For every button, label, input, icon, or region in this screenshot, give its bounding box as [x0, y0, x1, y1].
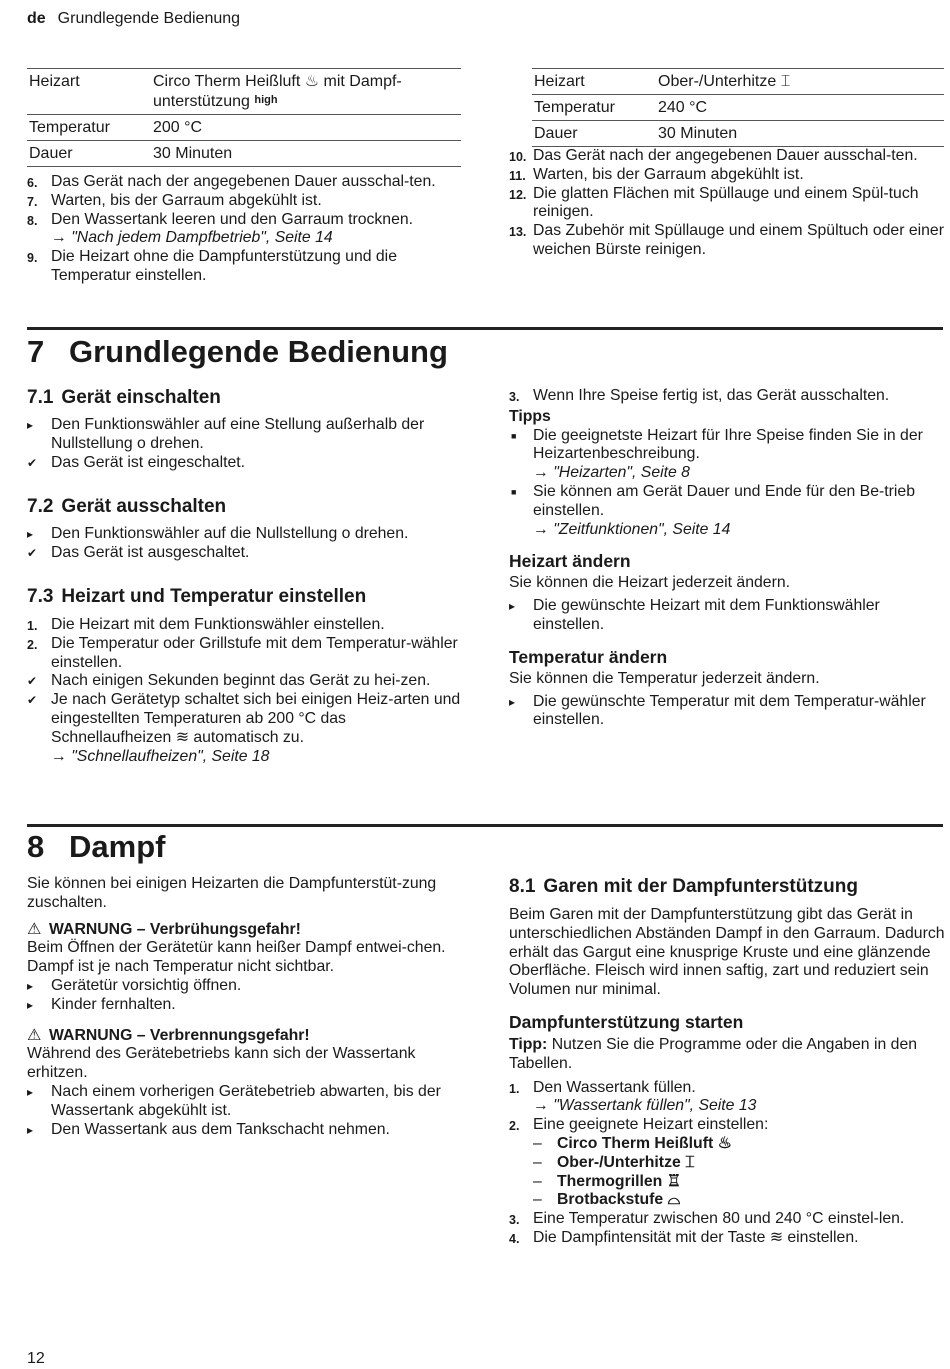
list-item: 1. Den Wassertank füllen. → "Wassertank füllen", Seite 13 — [509, 1079, 945, 1117]
settings-table-right — [532, 68, 944, 147]
list-item: ▸ Die gewünschte Temperatur mit dem Temperatur-wähler einstellen. — [509, 693, 945, 731]
steps-list-top-right — [509, 147, 945, 260]
tips-list — [509, 427, 945, 540]
high-label: high — [254, 94, 278, 106]
list-item: ▸ Den Funktionswähler auf eine Stellung außerhalb der Nullstellung o drehen. — [27, 416, 463, 454]
list-item: ▸ Nach einem vorherigen Gerätebetrieb abwarten, bis der Wassertank abgekühlt ist. — [27, 1083, 463, 1121]
chapter-7-title: 7 Grundlegende Bedienung — [27, 334, 448, 369]
heizart-options — [533, 1135, 945, 1210]
heizart-aendern-title: Heizart ändern — [509, 551, 631, 572]
section-7-3-steps — [27, 616, 463, 672]
table-row — [532, 69, 944, 95]
list-item: 3. Eine Temperatur zwischen 80 und 240 °C einstel-len. — [509, 1210, 905, 1228]
warning-icon: ⚠ — [27, 920, 42, 938]
dampf-start-steps — [509, 1079, 945, 1248]
list-item: – Circo Therm Heißluft ♨ — [533, 1135, 945, 1154]
temperatur-aendern-title: Temperatur ändern — [509, 646, 668, 667]
list-item: ✔ Nach einigen Sekunden beginnt das Gerät zu hei-zen. — [27, 672, 463, 691]
list-item: 11. Warten, bis der Garraum abgekühlt ist. — [509, 165, 804, 183]
table-key: Temperatur — [532, 95, 656, 121]
table-key: Dauer — [532, 121, 656, 147]
page-number: 12 — [27, 1350, 45, 1367]
table-key: Heizart — [532, 69, 656, 95]
list-item: – Ober-/Unterhitze ⌶ — [533, 1154, 945, 1173]
list-item: ■ Die geeignetste Heizart für Ihre Speise finden Sie in der Heizartenbeschreibung. → "Heizarten", Seite 8 — [509, 427, 945, 483]
table-row — [532, 95, 944, 121]
table-value: 240 °C — [656, 95, 944, 121]
warning-icon: ⚠ — [27, 1026, 42, 1044]
list-item: 7. Warten, bis der Garraum abgekühlt ist. — [27, 191, 322, 209]
header-title: Grundlegende Bedienung — [57, 10, 241, 27]
list-item: – Brotbackstufe ⌓ — [533, 1191, 945, 1210]
list-item: 8. Den Wassertank leeren und den Garraum trocknen. → "Nach jedem Dampfbetrieb", Seite 14 — [27, 211, 463, 249]
chapter-7-left — [27, 387, 463, 766]
chapter-8-right — [509, 876, 945, 1248]
warning-burn: ⚠ WARNUNG – Verbrennungsgefahr! — [27, 1026, 310, 1044]
list-item: 3. Wenn Ihre Speise fertig ist, das Gerät ausschalten. — [509, 387, 890, 404]
warning-burn-text: Während des Gerätebetriebs kann sich der Wassertank erhitzen. — [27, 1045, 416, 1082]
list-item: ■ Sie können am Gerät Dauer und Ende für den Be-trieb einstellen. → "Zeitfunktionen", Seite 14 — [509, 483, 945, 539]
table-value: Circo Therm Heißluft ♨ mit Dampf-unterstützung $^{high}$ — [151, 69, 461, 115]
table-key: Dauer — [27, 141, 151, 167]
heizart-aendern-text: Sie können die Heizart jederzeit ändern. — [509, 574, 791, 592]
table-row — [27, 141, 461, 167]
step-3-list — [509, 387, 945, 406]
list-item: 9. Die Heizart ohne die Dampfunterstützung und die Temperatur einstellen. — [27, 248, 397, 284]
list-item: ▸ Die gewünschte Heizart mit dem Funktionswähler einstellen. — [509, 597, 945, 635]
cross-reference-link[interactable]: → "Zeitfunktionen", Seite 14 — [533, 521, 945, 540]
temperatur-aendern-text: Sie können die Temperatur jederzeit ändern. — [509, 669, 820, 687]
top-right-block — [532, 68, 944, 147]
warning-scald-text: Beim Öffnen der Gerätetür kann heißer Dampf entwei-chen. Dampf ist je nach Temperatur nicht sichtbar. — [27, 939, 446, 976]
list-item: 2. Eine geeignete Heizart einstellen: – Circo Therm Heißluft ♨ – Ober-/Unterhitze ⌶ – Thermogrillen ♖ – Brotbackstufe ⌓ — [509, 1116, 945, 1210]
table-value: Ober-/Unterhitze ⌶ — [656, 69, 944, 95]
section-7-3-results — [27, 672, 463, 766]
table-value: 30 Minuten — [151, 141, 461, 167]
section-7-3-title: 7.3 Heizart und Temperatur einstellen — [27, 585, 367, 607]
top-left-block — [27, 68, 463, 286]
chapter-rule — [27, 327, 943, 330]
list-item: ✔ Das Gerät ist ausgeschaltet. — [27, 544, 463, 563]
dampf-start-tip: Tipp: Nutzen Sie die Programme oder die Angaben in den Tabellen. — [509, 1035, 918, 1072]
list-item: 6. Das Gerät nach der angegebenen Dauer ausschal-ten. — [27, 173, 436, 190]
chapter-8-left — [27, 875, 463, 1139]
cross-reference-link[interactable]: → "Nach jedem Dampfbetrieb", Seite 14 — [51, 229, 463, 248]
section-7-2-title: 7.2 Gerät ausschalten — [27, 496, 227, 518]
cross-reference-link[interactable]: → "Wassertank füllen", Seite 13 — [533, 1097, 945, 1116]
cross-reference-link[interactable]: → "Schnellaufheizen", Seite 18 — [51, 748, 463, 767]
table-value: 200 °C — [151, 115, 461, 141]
table-key: Heizart — [27, 69, 151, 115]
section-7-1-list — [27, 416, 463, 472]
section-8-1-text: Beim Garen mit der Dampfunterstützung gibt das Gerät in unterschiedlichen Abständen Dampf in den Garraum. Dadurch erhält das Gargut eine knusprige Kruste und eine glänzende Oberfläche. Fleisch wird innen saftig, zart und reduziert sein Volumen nur minimal. — [509, 906, 945, 999]
section-7-2-list — [27, 525, 463, 563]
warning-burn-list — [27, 1083, 463, 1139]
chapter-7-right — [509, 387, 945, 730]
top-right-steps — [509, 147, 945, 260]
settings-table-left — [27, 68, 461, 167]
list-item: ✔ Je nach Gerätetyp schaltet sich bei einigen Heiz-arten und eingestellten Temperaturen ab 200 °C das Schnellaufheizen ≋ automatisch zu. → "Schnellaufheizen", Seite 18 — [27, 691, 463, 766]
table-key: Temperatur — [27, 115, 151, 141]
list-item: 10. Das Gerät nach der angegebenen Dauer ausschal-ten. — [509, 147, 918, 164]
list-item: – Thermogrillen ♖ — [533, 1173, 945, 1192]
section-8-1-title: 8.1 Garen mit der Dampfunterstützung — [509, 876, 858, 897]
section-7-1-title: 7.1 Gerät einschalten — [27, 387, 221, 408]
table-row — [532, 121, 944, 147]
table-row — [27, 115, 461, 141]
table-value: 30 Minuten — [656, 121, 944, 147]
cross-reference-link[interactable]: → "Heizarten", Seite 8 — [533, 464, 945, 483]
table-row — [27, 69, 461, 115]
language-code: de — [27, 10, 46, 27]
list-item: 2. Die Temperatur oder Grillstufe mit dem Temperatur-wähler einstellen. — [27, 634, 458, 671]
warning-scald-list — [27, 977, 463, 1015]
list-item: ▸ Den Funktionswähler auf die Nullstellung o drehen. — [27, 525, 463, 544]
temperatur-aendern-list — [509, 693, 945, 731]
list-item: ▸ Kinder fernhalten. — [27, 996, 463, 1015]
dampf-start-title: Dampfunterstützung starten — [509, 1011, 744, 1032]
list-item: 4. Die Dampfintensität mit der Taste ≋ einstellen. — [509, 1228, 859, 1246]
chapter-8-title: 8 Dampf — [27, 829, 166, 864]
tips-label: Tipps — [509, 407, 551, 425]
list-item: 1. Die Heizart mit dem Funktionswähler einstellen. — [27, 615, 385, 633]
list-item: 12. Die glatten Flächen mit Spüllauge und einem Spül-tuch reinigen. — [509, 184, 919, 221]
dampf-intro: Sie können bei einigen Heizarten die Dampfunterstüt-zung zuschalten. — [27, 875, 437, 911]
list-item: 13. Das Zubehör mit Spüllauge und einem Spültuch oder einer weichen Bürste reinigen. — [509, 222, 944, 258]
list-item: ▸ Gerätetür vorsichtig öffnen. — [27, 977, 463, 996]
steps-list-top-left — [27, 173, 463, 286]
list-item: ▸ Den Wassertank aus dem Tankschacht nehmen. — [27, 1121, 463, 1140]
page-header — [27, 10, 240, 29]
list-item: ✔ Das Gerät ist eingeschaltet. — [27, 454, 463, 473]
warning-scald: ⚠ WARNUNG – Verbrühungsgefahr! — [27, 920, 301, 938]
chapter-rule — [27, 824, 943, 827]
heizart-aendern-list — [509, 597, 945, 635]
